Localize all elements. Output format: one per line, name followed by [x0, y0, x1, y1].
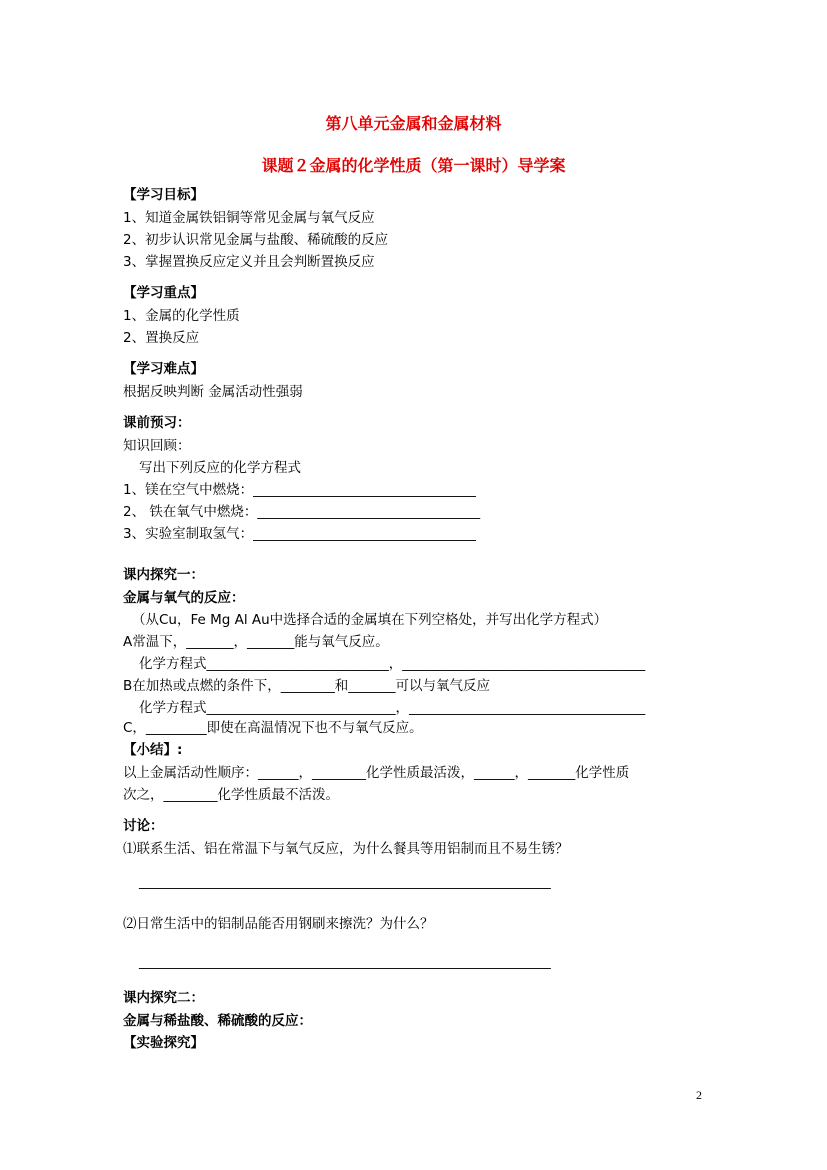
- answer-blank: _____________________________________________________________: [139, 874, 551, 890]
- goal-item: 2、初步认识常见金属与盐酸、稀硫酸的反应: [123, 232, 389, 248]
- summary-line: 次之，________化学性质最不活泼。: [123, 787, 339, 803]
- discussion-question: ⑵日常生活中的铝制品能否用钢刷来擦洗？为什么？: [123, 916, 434, 932]
- document-title: 第八单元金属和金属材料: [325, 114, 502, 133]
- answer-blank: _____________________________________________________________: [139, 954, 551, 970]
- explore2-subheading: 金属与稀盐酸、稀硫酸的反应：: [123, 1013, 312, 1029]
- difficulty-heading: 【学习难点】: [123, 361, 204, 377]
- goals-heading: 【学习目标】: [123, 187, 204, 203]
- review-label: 知识回顾：: [123, 438, 191, 454]
- question-b-equation: 化学方程式____________________________，___________________________________: [139, 700, 646, 716]
- lesson-title: 课题２金属的化学性质（第一课时）导学案: [261, 156, 566, 175]
- explore1-subheading: 金属与氧气的反应：: [123, 590, 245, 606]
- key-item: 1、金属的化学性质: [123, 308, 240, 324]
- explore1-instruction: （从Cu，Fe Mg Al Au中选择合适的金属填在下列空格处，并写出化学方程式）: [132, 612, 608, 628]
- summary-heading: 【小结】:: [123, 742, 183, 758]
- page-number: 2: [696, 1088, 702, 1102]
- summary-line: 以上金属活动性顺序：______，________化学性质最活泼，______，_______化学性质: [123, 765, 630, 781]
- discussion-heading: 讨论：: [123, 818, 164, 834]
- question-a-equation: 化学方程式___________________________，____________________________________: [139, 656, 646, 672]
- experiment-heading: 【实验探究】: [123, 1035, 204, 1051]
- question-a: A常温下，_______，_______能与氧气反应。: [123, 634, 389, 650]
- goal-item: 1、知道金属铁铝铜等常见金属与氧气反应: [123, 210, 375, 226]
- question-c: C，_________即使在高温情况下也不与氧气反应。: [123, 720, 423, 736]
- review-instruction: 写出下列反应的化学方程式: [139, 460, 301, 476]
- review-item: 2、 铁在氧气中燃烧：_________________________________: [123, 504, 481, 520]
- difficulty-text: 根据反映判断 金属活动性强弱: [123, 384, 303, 400]
- preview-heading: 课前预习：: [123, 415, 191, 431]
- review-item: 3、实验室制取氢气：_________________________________: [123, 526, 476, 542]
- goal-item: 3、掌握置换反应定义并且会判断置换反应: [123, 254, 375, 270]
- key-item: 2、置换反应: [123, 330, 200, 346]
- explore1-heading: 课内探究一：: [123, 567, 204, 583]
- key-heading: 【学习重点】: [123, 285, 204, 301]
- discussion-question: ⑴联系生活、铝在常温下与氧气反应，为什么餐具等用铝制而且不易生锈？: [123, 841, 569, 857]
- explore2-heading: 课内探究二：: [123, 990, 204, 1006]
- question-b: B在加热或点燃的条件下，________和_______可以与氧气反应: [123, 678, 491, 694]
- review-item: 1、镁在空气中燃烧：_________________________________: [123, 482, 476, 498]
